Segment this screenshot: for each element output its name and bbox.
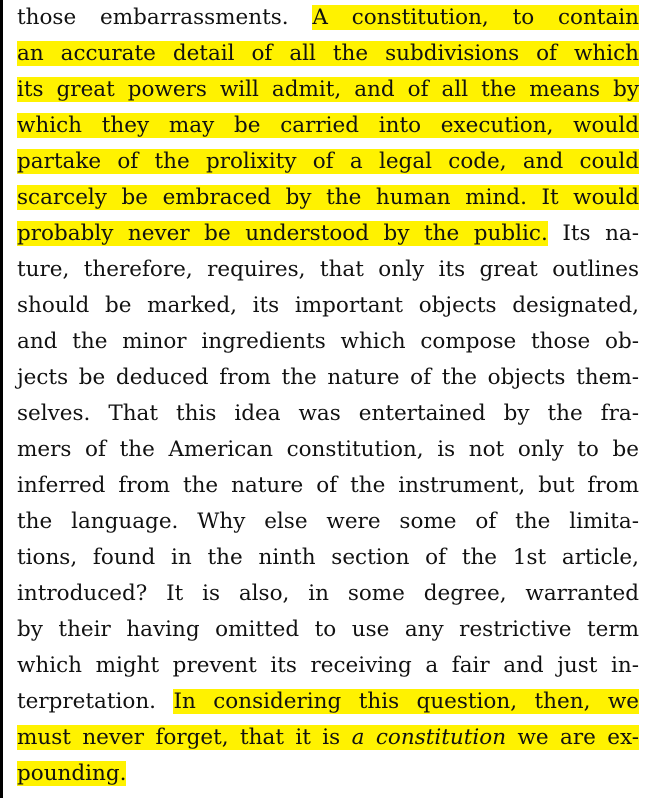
- text-line: [17, 504, 639, 539]
- text-line: [17, 36, 639, 71]
- text-line: [17, 612, 639, 647]
- highlighted-text: must never forget, that it is: [17, 725, 341, 750]
- highlighted-text: partake of the prolixity of a legal code, and could: [17, 149, 639, 174]
- text-line: [17, 144, 639, 179]
- text-segment: Its na-: [562, 221, 639, 246]
- text-line: [17, 216, 639, 251]
- text-segment: introduced? It is also, in some degree, warranted: [17, 581, 639, 606]
- text-segment: jects be deduced from the nature of the objects them-: [17, 365, 639, 390]
- text-line: [17, 720, 639, 755]
- text-line: [17, 72, 639, 107]
- highlighted-text: we are ex-: [517, 725, 639, 750]
- text-segment: ture, therefore, requires, that only its great outlines: [17, 257, 639, 282]
- highlighted-text: which they may be carried into execution, would: [17, 113, 639, 138]
- text-line: [17, 288, 639, 323]
- text-line: [17, 684, 639, 719]
- text-line: [17, 180, 639, 215]
- text-line: [17, 108, 639, 143]
- highlighted-text: scarcely be embraced by the human mind. It would: [17, 185, 639, 210]
- text-line: [17, 468, 639, 503]
- text-segment: the language. Why else were some of the limita-: [17, 509, 639, 534]
- highlighted-text: its great powers will admit, and of all the means by: [17, 77, 639, 102]
- highlighted-text: In considering this question, then, we: [173, 689, 639, 714]
- text-line: [17, 756, 639, 791]
- text-segment: tions, found in the ninth section of the 1st article,: [17, 545, 639, 570]
- highlighted-text: an accurate detail of all the subdivisions of which: [17, 41, 639, 66]
- text-segment: mers of the American constitution, is not only to be: [17, 437, 639, 462]
- text-line: [17, 648, 639, 683]
- text-line: [17, 540, 639, 575]
- text-line: [17, 396, 639, 431]
- text-line: [17, 360, 639, 395]
- text-line: [17, 576, 639, 611]
- text-line: [17, 324, 639, 359]
- text-segment: should be marked, its important objects designated,: [17, 293, 639, 318]
- highlighted-text: probably never be understood by the public.: [17, 221, 548, 246]
- text-line: [17, 0, 639, 35]
- text-segment: those embarrassments.: [17, 5, 289, 30]
- text-line: [17, 432, 639, 467]
- text-segment: selves. That this idea was entertained by the fra-: [17, 401, 639, 426]
- text-line: [17, 252, 639, 287]
- text-segment: terpretation.: [17, 689, 157, 714]
- text-segment: which might prevent its receiving a fair and just in-: [17, 653, 639, 678]
- highlighted-text: pounding.: [17, 761, 127, 786]
- highlighted-text: A constitution, to contain: [312, 5, 639, 30]
- text-segment: and the minor ingredients which compose those ob-: [17, 329, 639, 354]
- italic-emphasis: a constitution: [351, 725, 507, 750]
- text-segment: by their having omitted to use any restrictive term: [17, 617, 639, 642]
- text-segment: inferred from the nature of the instrument, but from: [17, 473, 639, 498]
